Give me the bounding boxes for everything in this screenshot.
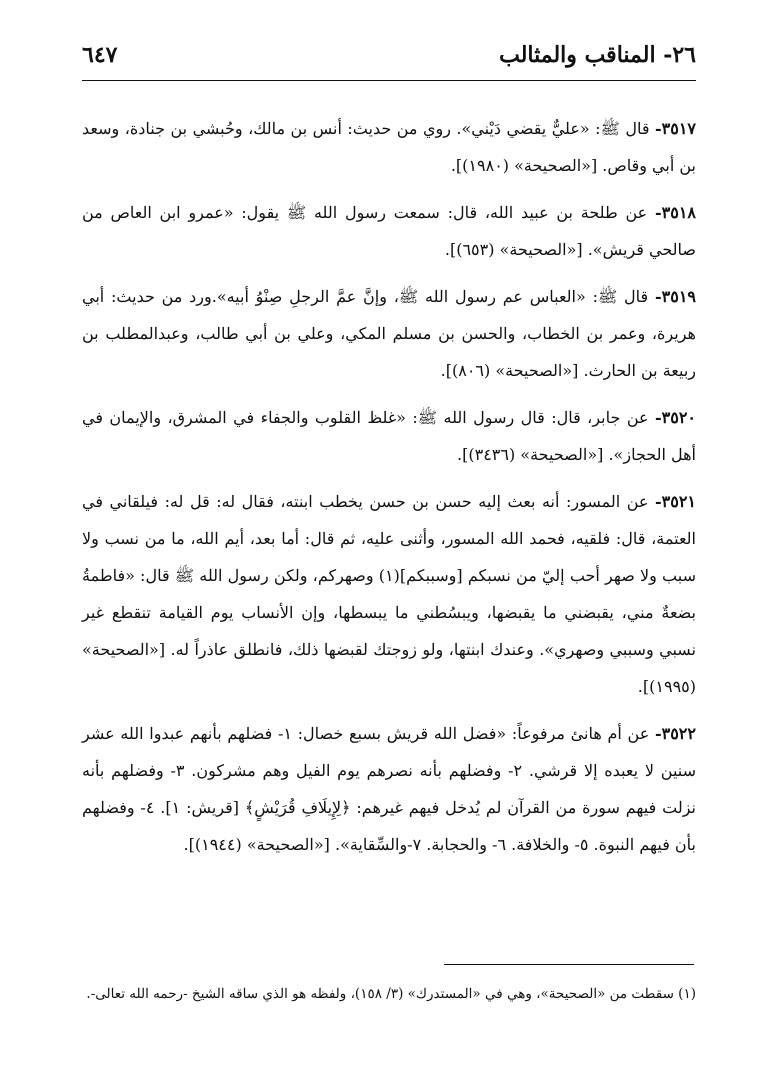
footnote-divider [444, 964, 694, 965]
hadith-entry [82, 194, 696, 268]
hadith-number: ٣٥١٩- [654, 287, 696, 306]
hadith-text: عن أم هانئ مرفوعاً: «فضل الله قريش بسبع خصال: ١- فضلهم بأنهم عبدوا الله عشر سنين لا يعبده إلا قرشي. ٢- وفضلهم بأنه نصرهم يوم الفيل وهم مشركون. ٣- وفضلهم بأنه نزلت فيهم سورة من القرآن لم يُدخل فيهم غيرهم: ﴿لِإِيلَافِ قُرَيْشٍ﴾ [قريش: ١]. ٤- وفضلهم بأن فيهم النبوة. ٥- والخلافة. ٦- والحجابة. ٧-والسِّقاية». [«الصحيحة» (١٩٤٤)]. [82, 724, 697, 854]
footnote: (١) سقطت من «الصحيحة»، وهي في «المستدرك» (٣/ ١٥٨)، ولفظه هو الذي ساقه الشيخ -رحمه الله تعالى-. [86, 986, 696, 1002]
hadith-entry [82, 399, 696, 473]
hadith-text: قال ﷺ: «عليٌّ يقضي دَيْني». روي من حديث: أنس بن مالك، وحُبشي بن جنادة، وسعد بن أبي وقاص. [«الصحيحة» (١٩٨٠)]. [82, 119, 696, 175]
hadith-text: عن جابر، قال: قال رسول الله ﷺ: «غلظ القلوب والجفاء في المشرق، والإيمان في أهل الحجاز». [«الصحيحة» (٣٤٣٦)]. [82, 408, 696, 464]
hadith-text: عن المسور: أنه بعث إليه حسن بن حسن يخطب ابنته، فقال له: قل له: فيلقاني في العتمة، قال: فلقيه، فحمد الله المسور، وأثنى عليه، ثم قال: أما بعد، أيم الله، ما من نسب ولا سبب ولا صهر أحب إليّ من نسبكم [وسببكم](١) وصهركم، ولكن رسول الله ﷺ قال: «فاطمةُ بضعةٌ مني، يقبضني ما يقبضها، ويبسُطني ما يبسطها، وإن الأنساب يوم القيامة تنقطع غير نسبي وسببي وصهري». وعندك ابنتها، ولو زوجتك لقبضها ذلك، فانطلق عاذراً له. [«الصحيحة» (١٩٩٥)]. [82, 492, 696, 696]
hadith-number: ٣٥٢٢- [654, 724, 696, 743]
hadith-entry [82, 715, 696, 863]
hadith-entry [82, 110, 696, 184]
hadith-number: ٣٥٢١- [654, 492, 696, 511]
hadith-number: ٣٥١٧- [654, 119, 696, 138]
hadith-entry [82, 278, 696, 389]
hadith-text: عن طلحة بن عبيد الله، قال: سمعت رسول الله ﷺ يقول: «عمرو ابن العاص من صالحي قريش». [«الصحيحة» (٦٥٣)]. [82, 203, 696, 259]
body-text [82, 110, 696, 873]
chapter-title: ٢٦- المناقب والمثالب [499, 42, 696, 68]
hadith-entry [82, 483, 696, 705]
page-header [82, 36, 696, 81]
hadith-number: ٣٥١٨- [655, 203, 697, 222]
hadith-text: قال ﷺ: «العباس عم رسول الله ﷺ، وإنَّ عمَّ الرجلِ صِنْوُ أبيه».ورد من حديث: أبي هريرة، وعمر بن الخطاب، والحسن بن مسلم المكي، وعلي بن أبي طالب، وعبدالمطلب بن ربيعة بن الحارث. [«الصحيحة» (٨٠٦)]. [82, 287, 696, 380]
page-number: ٦٤٧ [82, 42, 118, 68]
hadith-number: ٣٥٢٠- [654, 408, 696, 427]
